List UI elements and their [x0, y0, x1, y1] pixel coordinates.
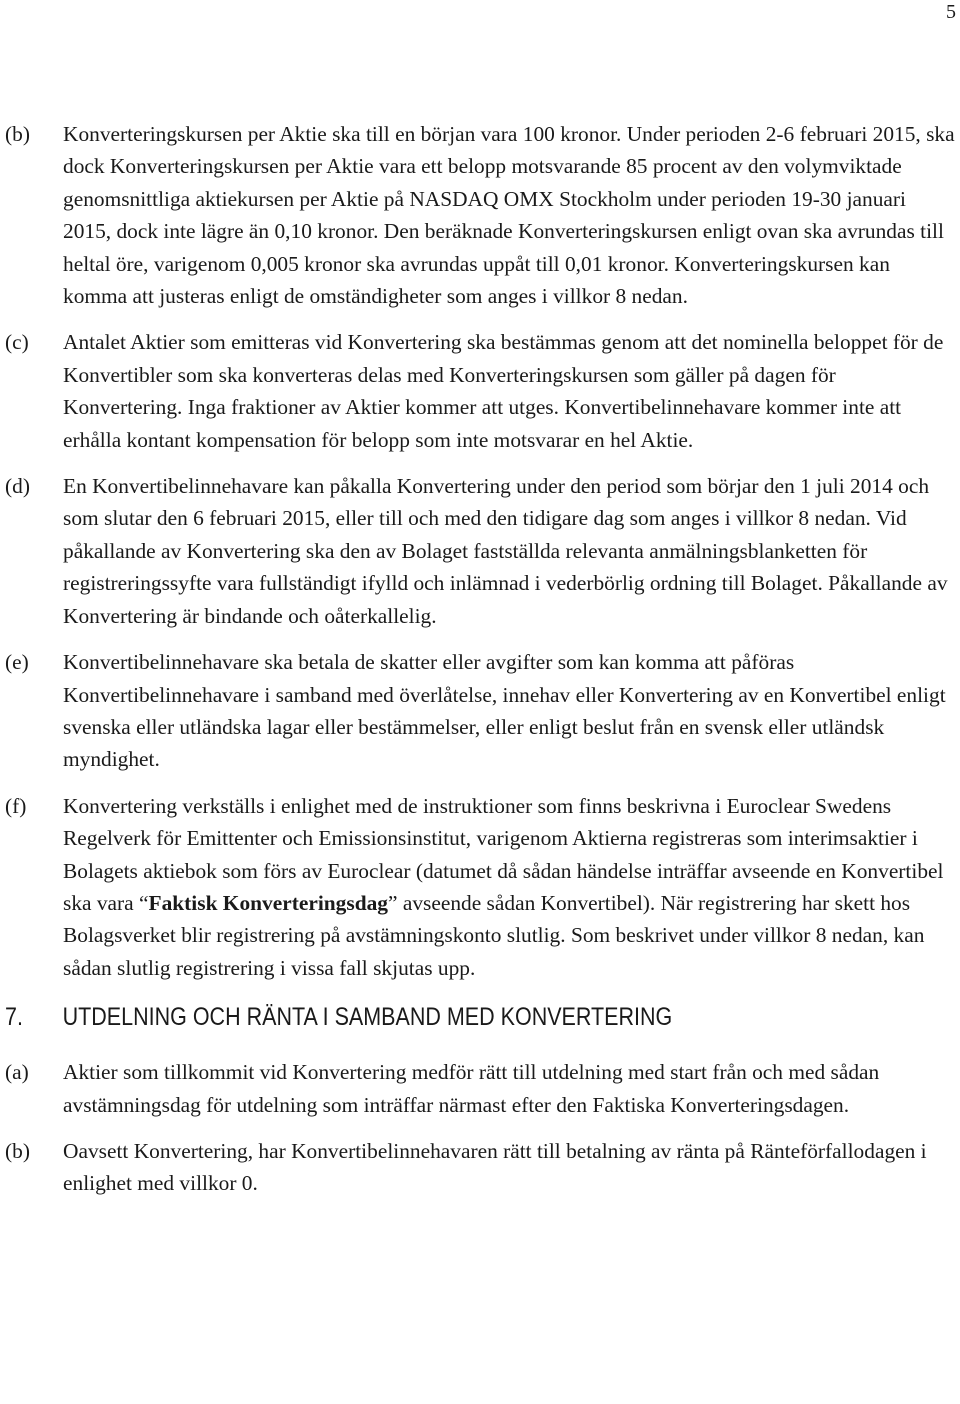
section-title: UTDELNING OCH RÄNTA I SAMBAND MED KONVERTERING	[62, 1003, 673, 1032]
document-body	[5, 118, 955, 1200]
clause-text-before: Konvertering verkställs i enlighet med de instruktioner som finns beskrivna i Euroclear Swedens Regelverk för Emittenter och Emissionsinstitut, varigenom Aktierna registreras som interimsaktier i Bolagets aktiebok som förs av Euroclear (datumet då sådan händelse inträffar avseende en Konvertibel ska vara “	[63, 793, 944, 915]
clause-text-after: ” avseende sådan Konvertibel). När registrering har skett hos Bolagsverket blir registrering på avstämningskonto slutlig. Som beskrivet under villkor 8 nedan, kan sådan slutlig registrering i vissa fall skjutas upp.	[63, 890, 925, 980]
clause-text	[63, 790, 955, 984]
clause-text: Antalet Aktier som emitteras vid Konvertering ska bestämmas genom att det nominella beloppet för de Konvertibler som ska konverteras delas med Konverteringskursen som gäller på dagen för Konvertering. Inga fraktioner av Aktier kommer att utges. Konvertibelinnehavare kommer inte att erhålla kontant kompensation för belopp som inte motsvarar en hel Aktie.	[63, 330, 944, 452]
page-number: 5	[946, 1, 956, 23]
clause-text: Konvertibelinnehavare ska betala de skatter eller avgifter som kan komma att påföras Konvertibelinnehavare i samband med överlåtelse, innehav eller Konvertering av en Konvertibel enligt svenska eller utländska lagar eller bestämmelser, eller enligt beslut från en svensk eller utländsk myndighet.	[63, 650, 946, 772]
section-heading	[5, 1002, 822, 1032]
clause-c	[5, 326, 955, 456]
clause-label: (e)	[5, 650, 29, 675]
clause-e	[5, 646, 955, 776]
clause-label: (b)	[5, 1138, 30, 1163]
clause-7a	[5, 1056, 955, 1121]
clause-label: (f)	[5, 793, 27, 818]
clause-f	[5, 790, 955, 984]
section-number: 7.	[5, 1003, 23, 1032]
clause-text: Oavsett Konvertering, har Konvertibelinnehavaren rätt till betalning av ränta på Ränteförfallodagen i enlighet med villkor 0.	[63, 1138, 927, 1196]
clause-label: (b)	[5, 122, 30, 146]
defined-term: Faktisk Konverteringsdag	[148, 890, 388, 915]
clause-b	[5, 118, 955, 312]
clause-7b	[5, 1135, 955, 1200]
clause-label: (d)	[5, 474, 30, 499]
clause-text: Aktier som tillkommit vid Konvertering medför rätt till utdelning med start från och med sådan avstämningsdag för utdelning som inträffar närmast efter den Faktiska Konverteringsdagen.	[63, 1060, 880, 1117]
clause-label: (c)	[5, 330, 29, 355]
clause-text: En Konvertibelinnehavare kan påkalla Konvertering under den period som börjar den 1 juli 2014 och som slutar den 6 februari 2015, eller till och med den tidigare dag som anges i villkor 8 nedan. Vid påkallande av Konvertering ska den av Bolaget fastställda relevanta anmälningsblanketten för registreringssyfte vara fullständigt ifylld och inlämnad i vederbörlig ordning till Bolaget. Påkallande av Konvertering är bindande och oåterkallelig.	[63, 474, 948, 628]
clause-d	[5, 470, 955, 632]
clause-text: Konverteringskursen per Aktie ska till en början vara 100 kronor. Under perioden 2-6 februari 2015, ska dock Konverteringskursen per Aktie vara ett belopp motsvarande 85 procent av den volymviktade genomsnittliga aktiekursen per Aktie på NASDAQ OMX Stockholm under perioden 19-30 januari 2015, dock inte lägre än 0,10 kronor. Den beräknade Konverteringskursen enligt ovan ska avrundas till heltal öre, varigenom 0,005 kronor ska avrundas uppåt till 0,01 kronor. Konverteringskursen kan komma att justeras enligt de omständigheter som anges i villkor 8 nedan.	[63, 122, 955, 309]
clause-label: (a)	[5, 1060, 29, 1085]
